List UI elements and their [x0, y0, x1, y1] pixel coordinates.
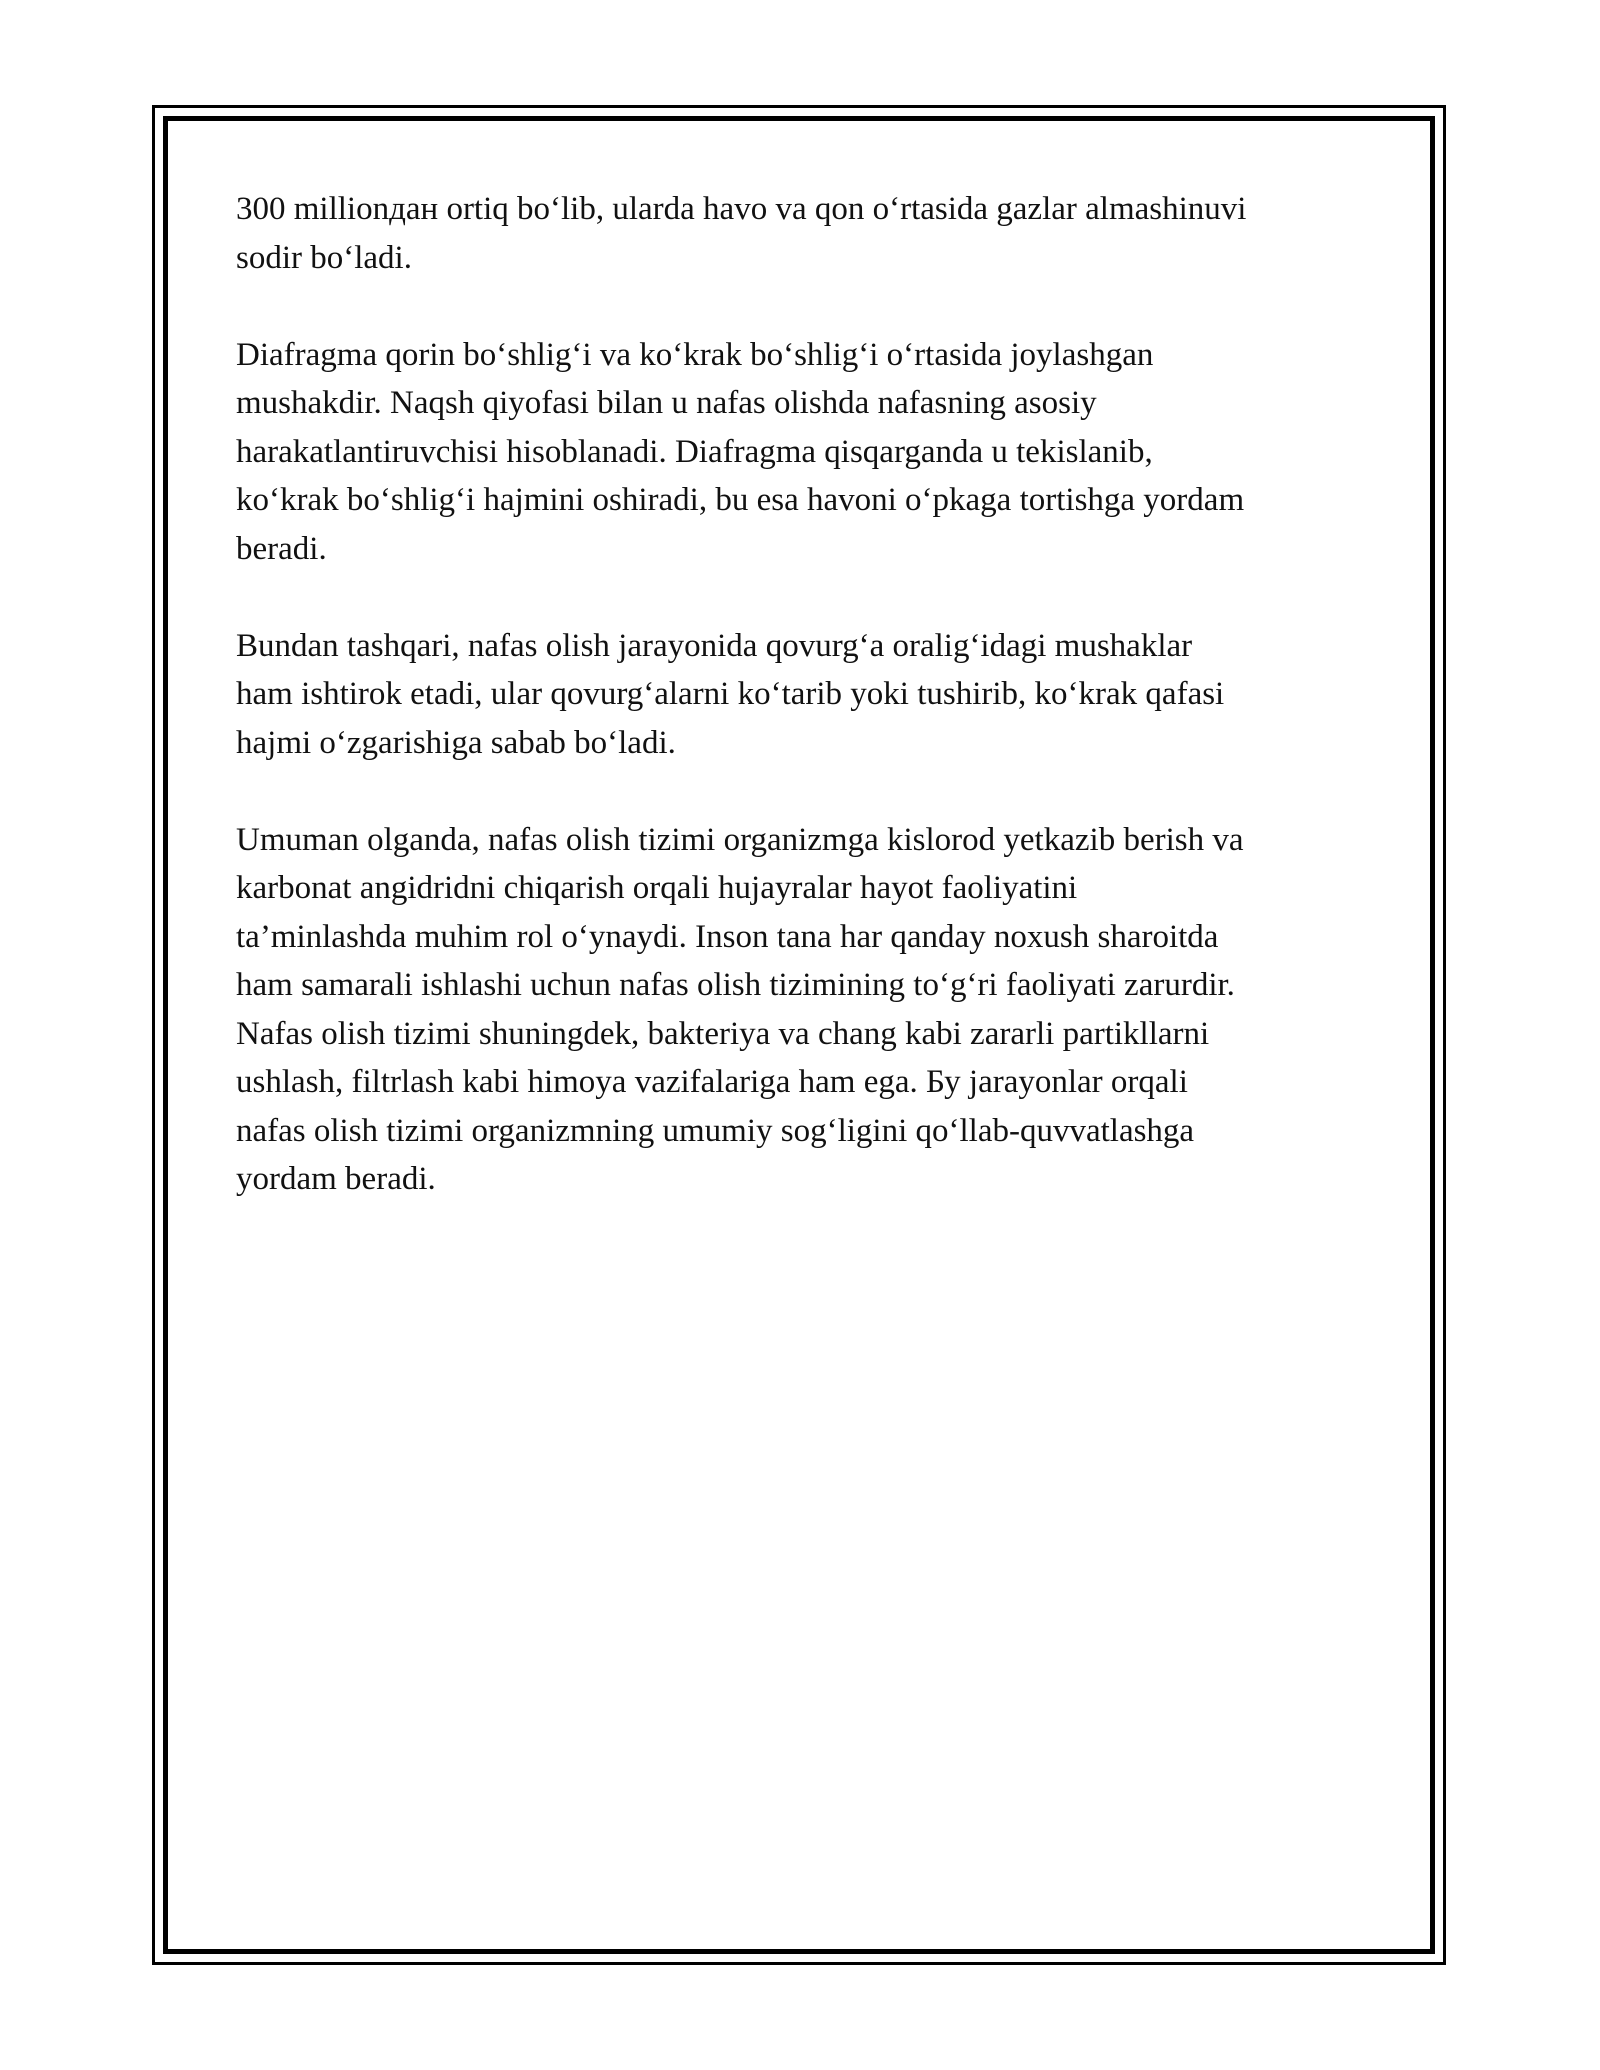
text-line: 300 millionдан ortiq bo‘lib, ularda havo va qon o‘rtasida gazlar almashinuvi — [236, 191, 1247, 227]
text-line: sodir bo‘ladi. — [236, 239, 412, 276]
text-line: Umuman olganda, nafas olish tizimi organizmga kislorod yetkazib berish va — [236, 821, 1244, 858]
text-line: karbonat angidridni chiqarish orqali hujayralar hayot faoliyatini — [236, 870, 1078, 906]
paragraph-1 — [236, 185, 1386, 282]
text-line: mushakdir. Naqsh qiyofasi bilan u nafas olishda nafasning asosiy — [236, 385, 1097, 421]
text-line: harakatlantiruvchisi hisoblanadi. Diafragma qisqarganda u tekislanib, — [236, 433, 1153, 470]
text-line: hajmi o‘zgarishiga sabab bo‘ladi. — [236, 724, 676, 761]
text-line: Diafragma qorin bo‘shlig‘i va ko‘krak bo‘shlig‘i o‘rtasida joylashgan — [236, 336, 1154, 373]
paragraph-2 — [236, 331, 1386, 574]
text-line: Bundan tashqari, nafas olish jarayonida qovurg‘a oralig‘idagi mushaklar — [236, 627, 1193, 664]
text-line: ushlash, filtrlash kabi himoya vazifalariga ham ega. Бу jarayonlar orqali — [236, 1064, 1188, 1100]
text-line: ko‘krak bo‘shlig‘i hajmini oshiradi, bu esa havoni o‘pkaga tortishga yordam — [236, 482, 1245, 518]
text-line: ham samarali ishlashi uchun nafas olish tizimining to‘g‘ri faoliyati zarurdir. — [236, 967, 1235, 1003]
paragraph-4 — [236, 816, 1386, 1204]
text-line: ta’minlashda muhim rol o‘ynaydi. Inson tana har qanday noxush sharoitda — [236, 918, 1219, 955]
document-body — [236, 185, 1386, 1252]
paragraph-3 — [236, 622, 1386, 768]
text-line: ham ishtirok etadi, ular qovurg‘alarni ko‘tarib yoki tushirib, ko‘krak qafasi — [236, 676, 1225, 712]
text-line: nafas olish tizimi organizmning umumiy sog‘ligini qo‘llab-quvvatlashga — [236, 1112, 1195, 1149]
text-line: yordam beradi. — [236, 1161, 436, 1197]
text-line: Nafas olish tizimi shuningdek, bakteriya va chang kabi zararli partikllarni — [236, 1015, 1210, 1052]
text-line: beradi. — [236, 530, 327, 567]
